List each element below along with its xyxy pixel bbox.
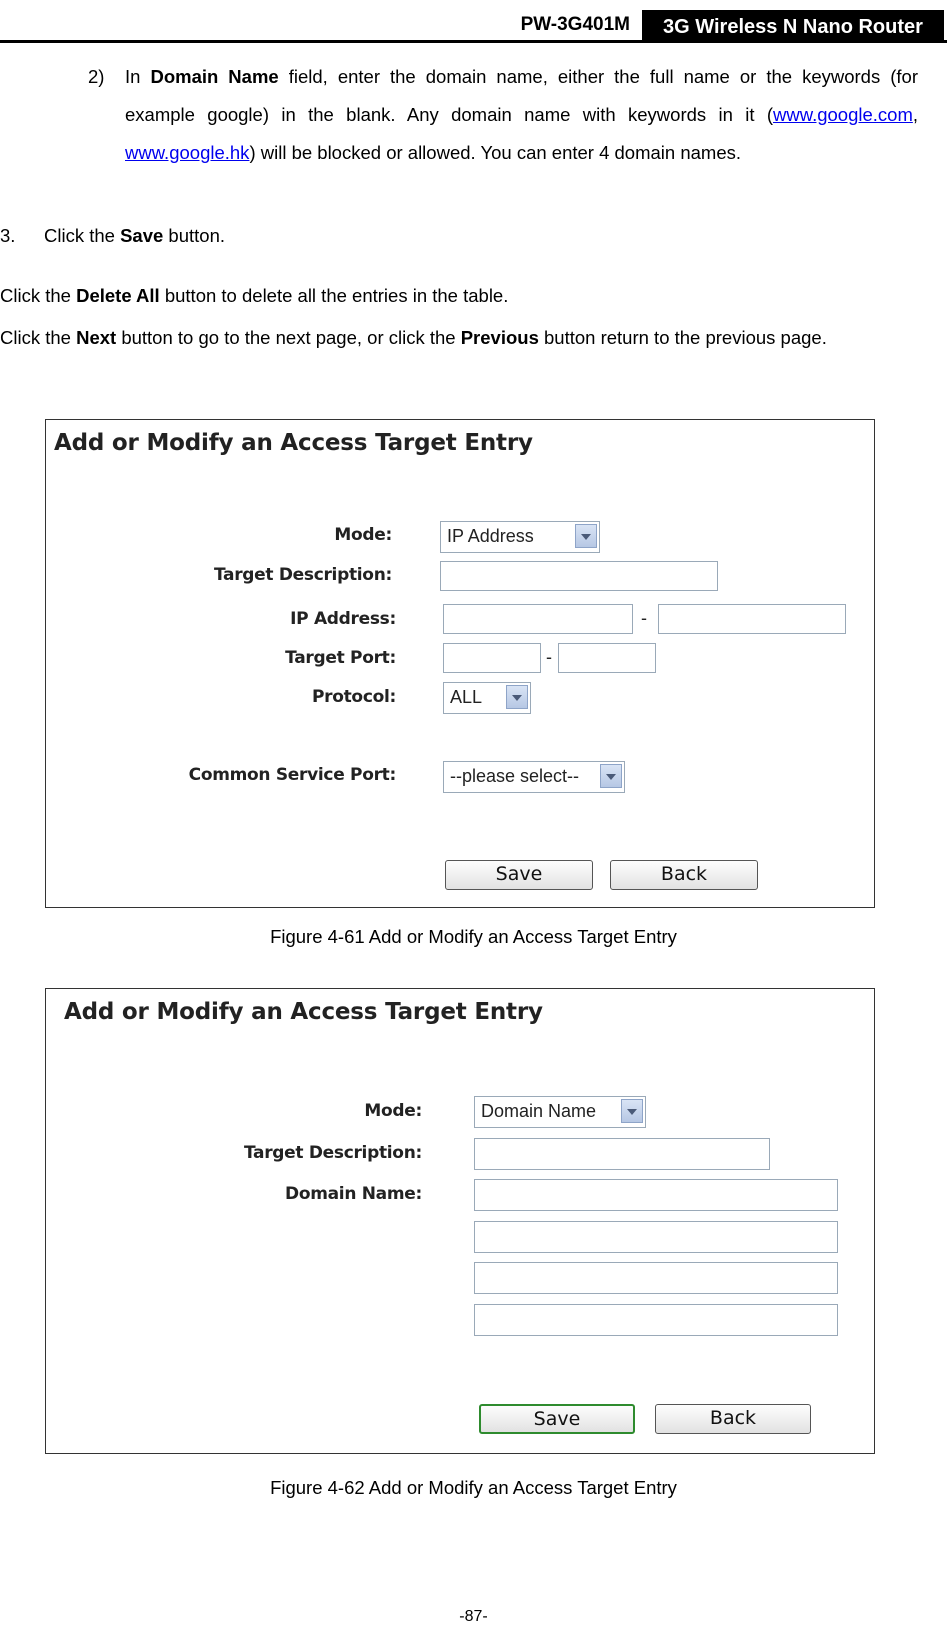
ip-address-label: IP Address: <box>290 609 396 629</box>
bold-term: Save <box>120 225 164 246</box>
chevron-down-icon <box>600 764 622 788</box>
service-select-value: --please select-- <box>450 766 580 786</box>
domain-name-label: Domain Name: <box>285 1184 422 1204</box>
text: Click the <box>0 285 77 306</box>
step-3 <box>0 217 225 255</box>
domain-name-input-4[interactable] <box>474 1304 838 1336</box>
target-port-label: Target Port: <box>285 648 396 668</box>
text: button return to the previous page. <box>538 327 827 348</box>
link-google-com[interactable]: www.google.com <box>773 104 913 125</box>
bold-term: Next <box>76 327 117 348</box>
step-number: 3. <box>0 225 16 246</box>
range-dash: - <box>546 647 552 667</box>
save-button[interactable]: Save <box>479 1404 635 1434</box>
common-service-port-select[interactable] <box>443 761 625 793</box>
page-number: -87- <box>459 1608 488 1625</box>
chevron-down-icon <box>506 685 528 709</box>
header-product: 3G Wireless N Nano Router <box>642 10 944 40</box>
list-item-2 <box>88 58 918 172</box>
item-number: 2) <box>88 66 105 87</box>
target-description-label: Target Description: <box>213 565 392 585</box>
bold-term: Domain Name <box>150 66 279 87</box>
protocol-select-value: ALL <box>450 687 483 707</box>
paragraph-next-previous <box>0 323 920 353</box>
text: ) will be blocked or allowed. You can enter 4 domain names. <box>249 142 742 163</box>
range-dash: - <box>641 608 647 628</box>
page-header <box>0 0 947 43</box>
figure-4-62-screenshot <box>45 988 875 1454</box>
chevron-down-icon <box>621 1099 643 1123</box>
back-button[interactable]: Back <box>610 860 758 890</box>
domain-name-input-1[interactable] <box>474 1179 838 1211</box>
target-description-input[interactable] <box>474 1138 770 1170</box>
ip-address-start-input[interactable] <box>443 604 633 634</box>
target-port-start-input[interactable] <box>443 643 541 673</box>
target-description-label: Target Description: <box>243 1143 422 1163</box>
figure-caption-4-61: Figure 4-61 Add or Modify an Access Target Entry <box>270 926 677 947</box>
protocol-select[interactable] <box>443 682 531 714</box>
bold-term: Previous <box>460 327 539 348</box>
mode-select-value: IP Address <box>447 526 534 546</box>
text: field, enter the domain name, either the full name or the keywords (for example google) in the blank. Any domain name with keywords in it ( <box>125 66 918 125</box>
text: Click the <box>44 225 121 246</box>
save-button[interactable]: Save <box>445 860 593 890</box>
protocol-label: Protocol: <box>311 687 396 707</box>
text: button to go to the next page, or click the <box>116 327 461 348</box>
form-title: Add or Modify an Access Target Entry <box>54 430 533 456</box>
domain-name-input-3[interactable] <box>474 1262 838 1294</box>
common-service-port-label: Common Service Port: <box>188 765 396 785</box>
bold-term: Delete All <box>76 285 160 306</box>
figure-caption-4-62: Figure 4-62 Add or Modify an Access Target Entry <box>270 1477 677 1498</box>
text: , <box>912 104 918 125</box>
link-google-hk[interactable]: www.google.hk <box>125 142 250 163</box>
text: In <box>125 66 151 87</box>
text: Click the <box>0 327 77 348</box>
mode-select-value: Domain Name <box>481 1101 597 1121</box>
target-port-end-input[interactable] <box>558 643 656 673</box>
figure-4-61-screenshot <box>45 419 875 908</box>
ip-address-end-input[interactable] <box>658 604 846 634</box>
chevron-down-icon <box>575 524 597 548</box>
paragraph-delete-all <box>0 278 920 314</box>
item-body <box>125 58 918 172</box>
back-button[interactable]: Back <box>655 1404 811 1434</box>
mode-label: Mode: <box>364 1101 422 1121</box>
header-model: PW-3G401M <box>520 14 630 35</box>
text: button to delete all the entries in the table. <box>159 285 509 306</box>
text: button. <box>163 225 226 246</box>
mode-select[interactable] <box>440 521 600 553</box>
form-title: Add or Modify an Access Target Entry <box>64 999 543 1025</box>
domain-name-input-2[interactable] <box>474 1221 838 1253</box>
target-description-input[interactable] <box>440 561 718 591</box>
mode-select[interactable] <box>474 1096 646 1128</box>
mode-label: Mode: <box>334 525 392 545</box>
